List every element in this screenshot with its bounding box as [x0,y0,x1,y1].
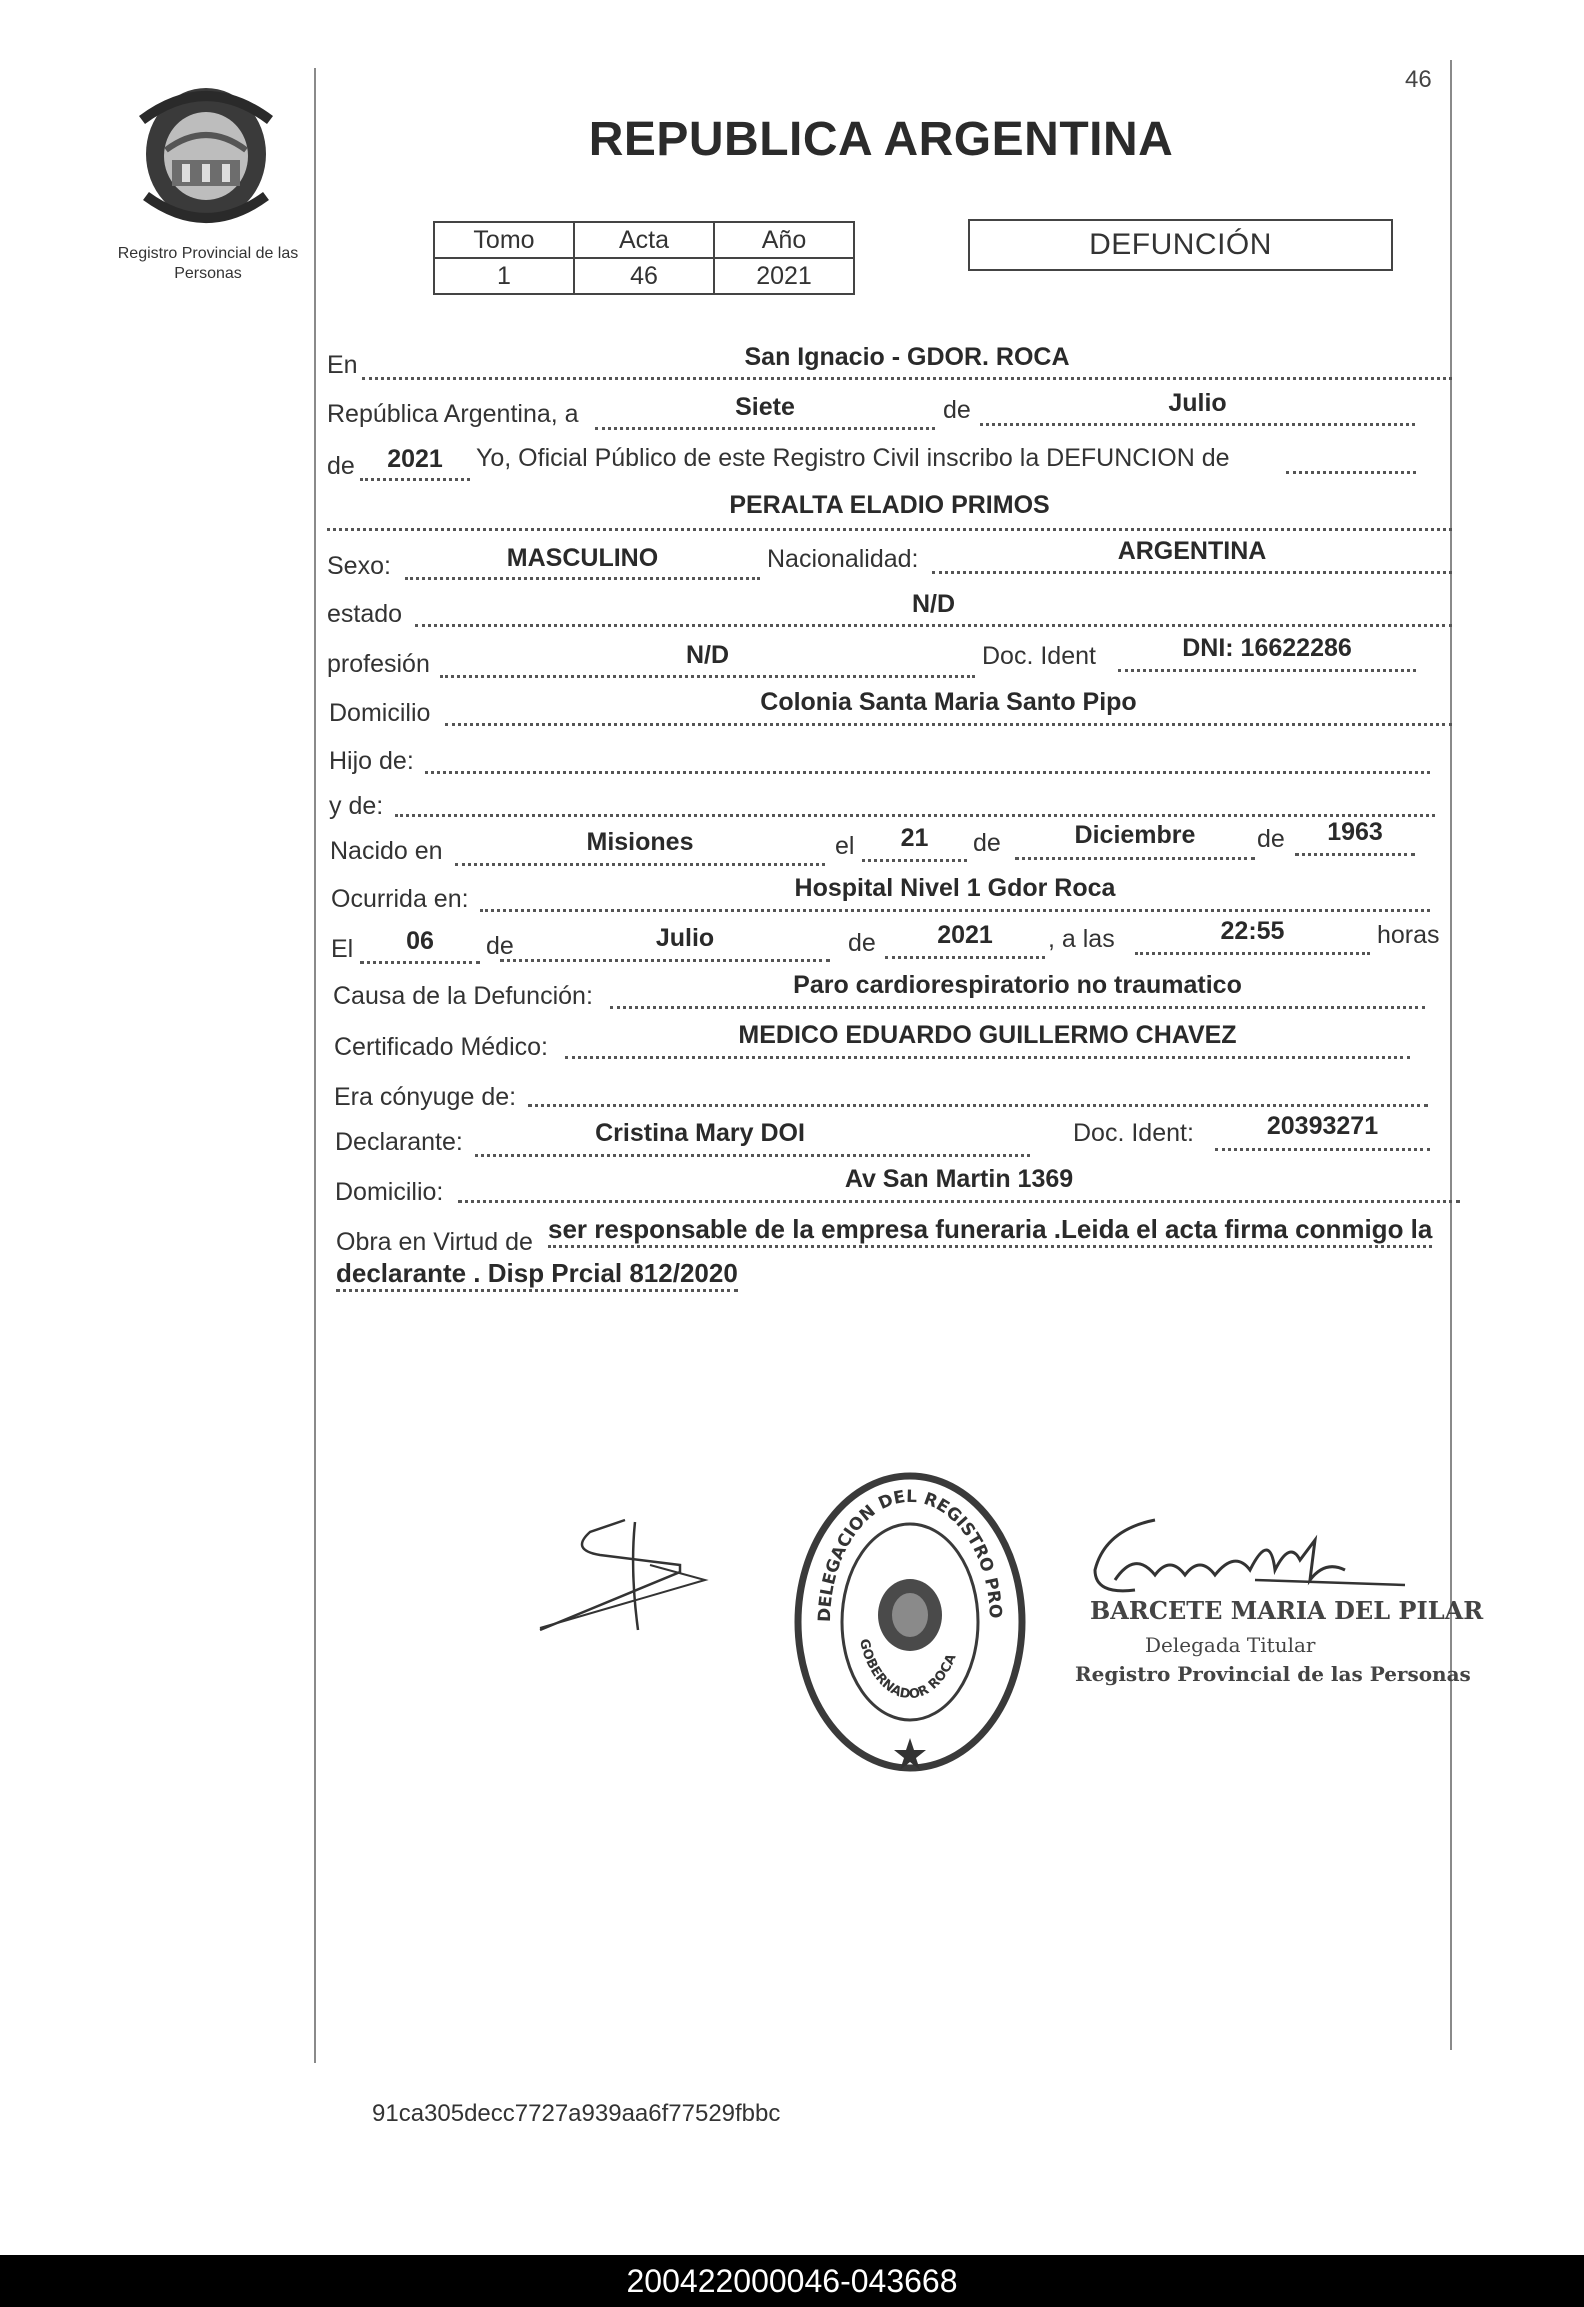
def-dia-value: 06 [406,927,434,955]
nacido-en-label: Nacido en [330,837,443,865]
y-de-label: y de: [329,792,384,820]
anio-value: 2021 [714,258,854,294]
official-stamp [790,1470,1030,1775]
hora-value: 22:55 [1220,917,1285,945]
signature-declarante [530,1510,720,1640]
el2-label: El [331,935,354,963]
hijo-de-field-line [425,740,1430,774]
dia-value: Siete [735,393,795,421]
ocurrida-en-value: Hospital Nivel 1 Gdor Roca [794,874,1116,902]
anio-header: Año [714,222,854,258]
obra-value-line1: ser responsable de la empresa funeraria .Leida el acta firma conmigo la [548,1214,1432,1248]
certificado-value: MEDICO EDUARDO GUILLERMO CHAVEZ [738,1021,1237,1049]
page-title: REPUBLICA ARGENTINA [588,113,1174,166]
anio-value: 2021 [387,445,443,473]
hijo-de-label: Hijo de: [329,747,414,775]
tomo-acta-anio-table [433,221,855,295]
causa-value: Paro cardiorespiratorio no traumatico [793,971,1242,999]
defuncion-de-line [1286,440,1416,474]
nacionalidad-value: ARGENTINA [1117,537,1267,565]
causa-label: Causa de la Defunción: [333,982,593,1010]
certificado-label: Certificado Médico: [334,1033,548,1061]
stamp-outer-text: DELEGACION DEL REGISTRO PRO [814,1486,1006,1623]
de2-label: de [327,452,355,480]
en-value: San Ignacio - GDOR. ROCA [744,343,1070,371]
estado-label: estado [327,600,403,628]
el-label: el [835,832,855,860]
sexo-value: MASCULINO [506,544,659,572]
official-registry: Registro Provincial de las Personas [1075,1662,1471,1686]
signature-official [1075,1500,1415,1610]
acta-header: Acta [574,222,714,258]
tomo-header: Tomo [434,222,574,258]
nacido-en-value: Misiones [586,828,694,856]
nac-anio-value: 1963 [1327,818,1383,846]
domicilio-label: Domicilio [329,699,431,727]
horas-label: horas [1377,921,1440,949]
doc-declarante-value: 20393271 [1266,1112,1379,1140]
declarante-label: Declarante: [335,1128,463,1156]
domicilio-declarante-value: Av San Martin 1369 [844,1165,1074,1193]
def-mes-value: Julio [655,924,715,952]
estado-value: N/D [911,590,956,618]
y-de-field-line [395,783,1435,817]
nombre-value: PERALTA ELADIO PRIMOS [729,491,1050,519]
registry-label: Registro Provincial de las Personas [117,245,299,282]
de5-label: de [486,932,514,960]
a-las-label: , a las [1048,925,1115,953]
nac-dia-value: 21 [900,824,929,852]
oficial-text: Yo, Oficial Público de este Registro Civil inscribo la DEFUNCION de [476,444,1230,472]
document-code-bar: 200422000046-043668 [0,2255,1584,2307]
de6-label: de [848,929,876,957]
nacionalidad-label: Nacionalidad: [767,545,919,573]
sexo-label: Sexo: [327,552,391,580]
doc-value: DNI: 16622286 [1182,634,1352,662]
declarante-value: Cristina Mary DOI [595,1119,805,1147]
acta-value: 46 [574,258,714,294]
def-anio-value: 2021 [937,921,993,949]
republica-label: República Argentina, a [327,400,579,428]
official-name: BARCETE MARIA DEL PILAR [1090,1596,1484,1625]
de-label: de [943,396,971,424]
nac-mes-value: Diciembre [1074,821,1196,849]
conyuge-field-line [528,1073,1428,1107]
document-hash: 91ca305decc7727a939aa6f77529fbbc [372,2100,781,2127]
domicilio-value: Colonia Santa Maria Santo Pipo [760,688,1137,716]
profesion-label: profesión [327,650,430,678]
doc-ident-declarante-label: Doc. Ident: [1073,1119,1194,1147]
page-number: 46 [1405,66,1432,93]
tomo-value: 1 [434,258,574,294]
de3-label: de [973,829,1001,857]
mes-value: Julio [1168,389,1227,417]
doc-ident-label: Doc. Ident [982,642,1096,670]
ocurrida-en-label: Ocurrida en: [331,885,469,913]
left-rule [314,68,316,2063]
domicilio-declarante-label: Domicilio: [335,1178,444,1206]
en-label: En [327,351,358,379]
stamp-inner-text: GOBERNADOR ROCA [855,1637,960,1703]
obra-label: Obra en Virtud de [336,1228,533,1256]
de4-label: de [1257,825,1285,853]
record-type-box: DEFUNCIÓN [968,219,1393,271]
obra-value-line2: declarante . Disp Prcial 812/2020 [336,1258,738,1292]
conyuge-label: Era cónyuge de: [334,1083,517,1111]
official-title: Delegada Titular [1145,1633,1316,1657]
profesion-value: N/D [685,641,730,669]
